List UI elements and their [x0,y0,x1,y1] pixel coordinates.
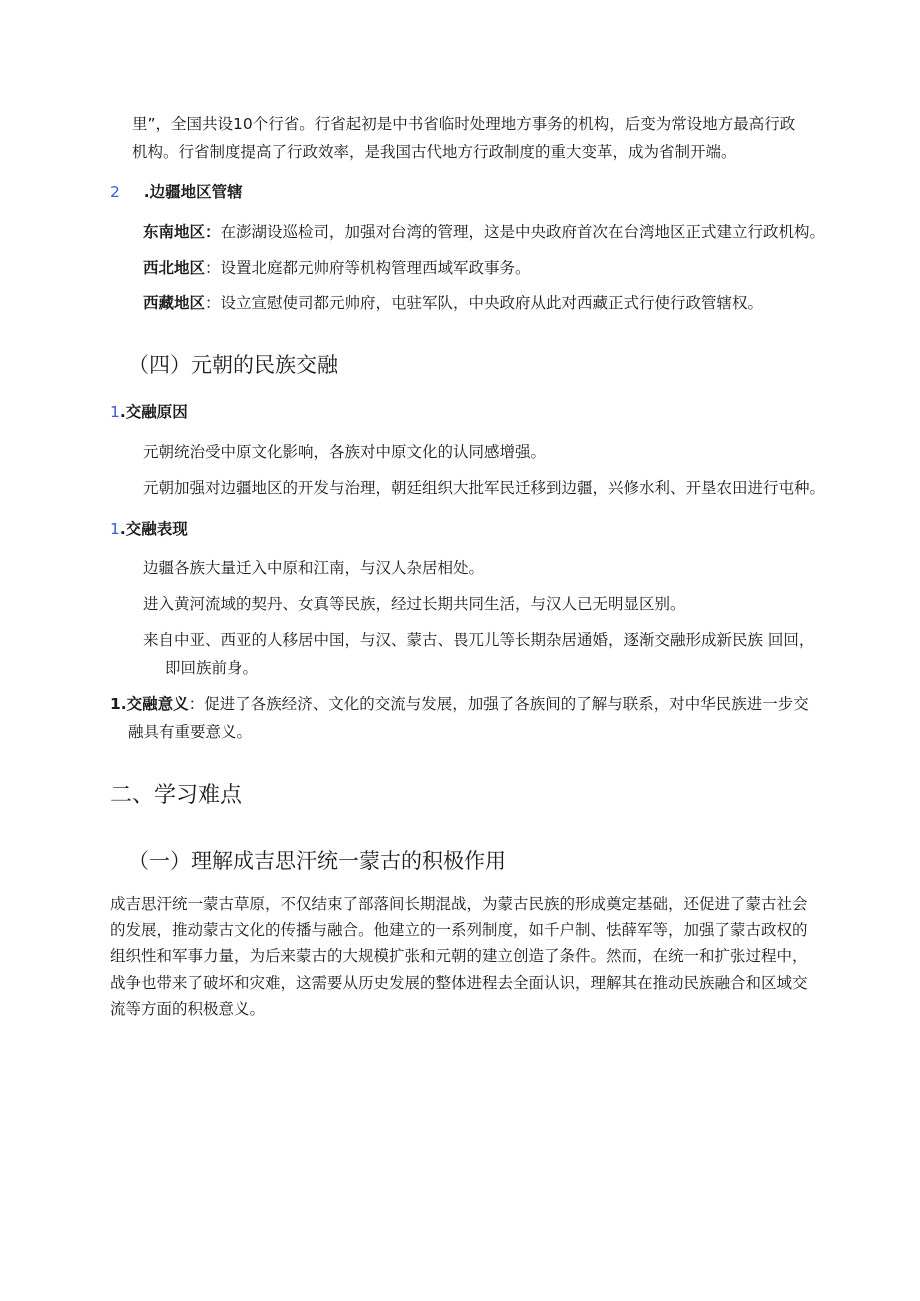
body-line: 来自中亚、西亚的人移居中国，与汉、蒙古、畏兀儿等长期杂居通婚，逐渐交融形成新民族 回回， [143,631,815,649]
list-number: 2 [110,183,120,201]
part-heading: 二、学习难点 [110,783,243,808]
body-line: 进入黄河流域的契丹、女真等民族，经过长期共同生活，与汉人已无明显区别。 [143,595,686,613]
heading-label: .交融原因 [119,403,188,421]
section-heading: （一）理解成吉思汗统一蒙古的积极作用 [128,849,506,873]
list-number: 1 [110,520,120,538]
subsection-heading [110,401,188,423]
list-number: 1 [110,403,120,421]
paragraph-line: 的发展，推动蒙古文化的传播与融合。他建立的一系列制度，如千户制、怯薛军等，加强了蒙古政权的 [110,921,808,939]
subsection-heading [110,518,188,540]
item-label: 东南地区： [143,223,221,241]
item-text: 在澎湖设巡检司，加强对台湾的管理，这是中央政府首次在台湾地区正式建立行政机构。 [220,223,826,241]
paragraph-line: 成吉思汗统一蒙古草原，不仅结束了部落间长期混战，为蒙古民族的形成奠定基础，还促进了蒙古社会 [110,895,808,913]
paragraph-line: 机构。行省制度提高了行政效率，是我国古代地方行政制度的重大变革，成为省制开端。 [132,143,737,161]
paragraph-line: 战争也带来了破坏和灾难，这需要从历史发展的整体进程去全面认识，理解其在推动民族融合和区域交 [110,974,808,992]
body-line: 元朝加强对边疆地区的开发与治理，朝廷组织大批军民迁移到边疆，兴修水利、开垦农田进行屯种。 [143,479,826,497]
item-label: 西藏地区 [143,294,206,312]
list-item [143,292,763,314]
paragraph-line: 里”，全国共设10个行省。行省起初是中书省临时处理地方事务的机构，后变为常设地方最高行政 [132,115,796,133]
body-line: 即回族前身。 [165,659,259,677]
significance-line [110,693,809,715]
body-line: 边疆各族大量迁入中原和江南，与汉人杂居相处。 [143,559,485,577]
heading-label: 1.交融意义 [110,695,189,713]
body-line: 元朝统治受中原文化影响，各族对中原文化的认同感增强。 [143,443,547,461]
paragraph-line: 流等方面的积极意义。 [110,1000,266,1018]
list-item [143,221,825,243]
item-label: 西北地区 [143,259,206,277]
item-text: ：设置北庭都元帅府等机构管理西域军政事务。 [205,259,531,277]
list-item [143,257,531,279]
section-heading-border [110,181,243,203]
heading-label: .边疆地区管辖 [143,183,243,201]
item-text: ：设立宣慰使司都元帅府，屯驻军队，中央政府从此对西藏正式行使行政管辖权。 [205,294,764,312]
section-heading: （四）元朝的民族交融 [128,353,338,377]
body-line: 融具有重要意义。 [128,723,253,741]
paragraph-line: 组织性和军事力量，为后来蒙古的大规模扩张和元朝的建立创造了条件。然而，在统一和扩张过程中， [110,947,808,965]
heading-label: .交融表现 [119,520,188,538]
significance-text: ：促进了各族经济、文化的交流与发展，加强了各族间的了解与联系，对中华民族进一步交 [188,695,809,713]
